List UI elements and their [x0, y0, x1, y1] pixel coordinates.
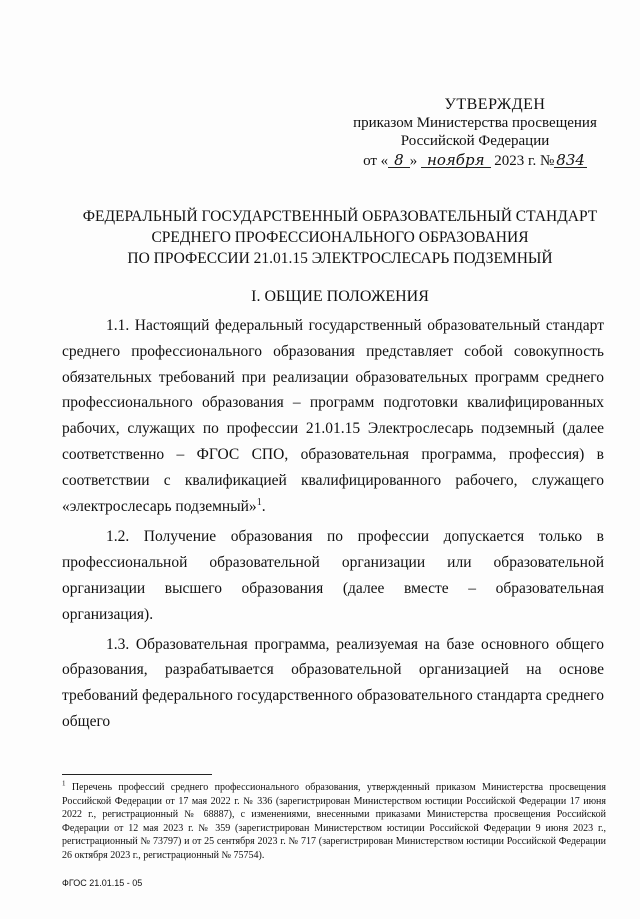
date-mid: » [409, 153, 418, 169]
title-line-3: ПО ПРОФЕССИИ 21.01.15 ЭЛЕКТРОСЛЕСАРЬ ПОДЗЕМНЫЙ [127, 250, 553, 267]
footnote-mark: 1 [62, 779, 66, 788]
handwritten-month: ноября [421, 153, 491, 168]
date-year: 2023 г. № [494, 153, 555, 169]
approval-country-line: Российской Федерации [400, 133, 550, 149]
paragraph-1-1-end: . [261, 497, 266, 515]
approval-block [330, 96, 620, 170]
page-code: ФГОС 21.01.15 - 05 [62, 878, 143, 888]
footnote [62, 781, 606, 863]
footnote-reference: 1 [256, 496, 262, 508]
footnote-text: Перечень профессий среднего профессионального образования, утвержденный приказом Министерства просвещения Российской Федерации от 17 мая 2022 г. № 336 (зарегистрирован Министерством юстиции Российской Федерации 17 июня 2022 г., регистрационный № 68887), с изменениями, внесенными приказами Министерства просвещения Российской Федерации от 12 мая 2023 г. № 359 (зарегистрирован Министерством юстиции Российской Федерации 9 июня 2023 г., регистрационный № 73797) и от 25 сентября 2023 г. № 717 (зарегистрирован Министерством юстиции Российской Федерации 26 октября 2023 г., регистрационный № 75754). [62, 782, 606, 861]
handwritten-order-number: 834 [556, 151, 585, 169]
paragraph-1-1 [62, 313, 604, 519]
footnote-divider [62, 774, 212, 775]
handwritten-day: 8 [388, 153, 410, 168]
document-body [62, 313, 604, 735]
section-heading: I. ОБЩИЕ ПОЛОЖЕНИЯ [251, 288, 429, 305]
paragraph-1-3: 1.3. Образовательная программа, реализуемая на базе основного общего образования, разрабатывается образовательной организацией на основе требований федерального государственного образовательного стандарта среднего общего [62, 635, 604, 730]
document-title [60, 206, 620, 269]
title-line-1: ФЕДЕРАЛЬНЫЙ ГОСУДАРСТВЕННЫЙ ОБРАЗОВАТЕЛЬНЫЙ СТАНДАРТ [82, 208, 598, 225]
approval-date-line [330, 152, 620, 170]
title-line-2: СРЕДНЕГО ПРОФЕССИОНАЛЬНОГО ОБРАЗОВАНИЯ [151, 229, 529, 246]
approval-title: УТВЕРЖДЕН [444, 96, 546, 113]
paragraph-1-1-text: 1.1. Настоящий федеральный государственный образовательный стандарт среднего профессионального образования представляет собой совокупность обязательных требований при реализации образовательных программ среднего профессионального образования – программ подготовки квалифицированных рабочих, служащих по профессии 21.01.15 Электрослесарь подземный (далее соответственно – ФГОС СПО, образовательная программа, профессия) в соответствии с квалификацией квалифицированного рабочего, служащего «электрослесарь подземный» [62, 317, 604, 515]
paragraph-1-2: 1.2. Получение образования по профессии допускается только в профессиональной образовательной организации или образовательной организации высшего образования (далее вместе – образовательная организация). [62, 528, 604, 623]
date-prefix: от « [363, 153, 389, 169]
approval-order-line: приказом Министерства просвещения [353, 115, 597, 131]
